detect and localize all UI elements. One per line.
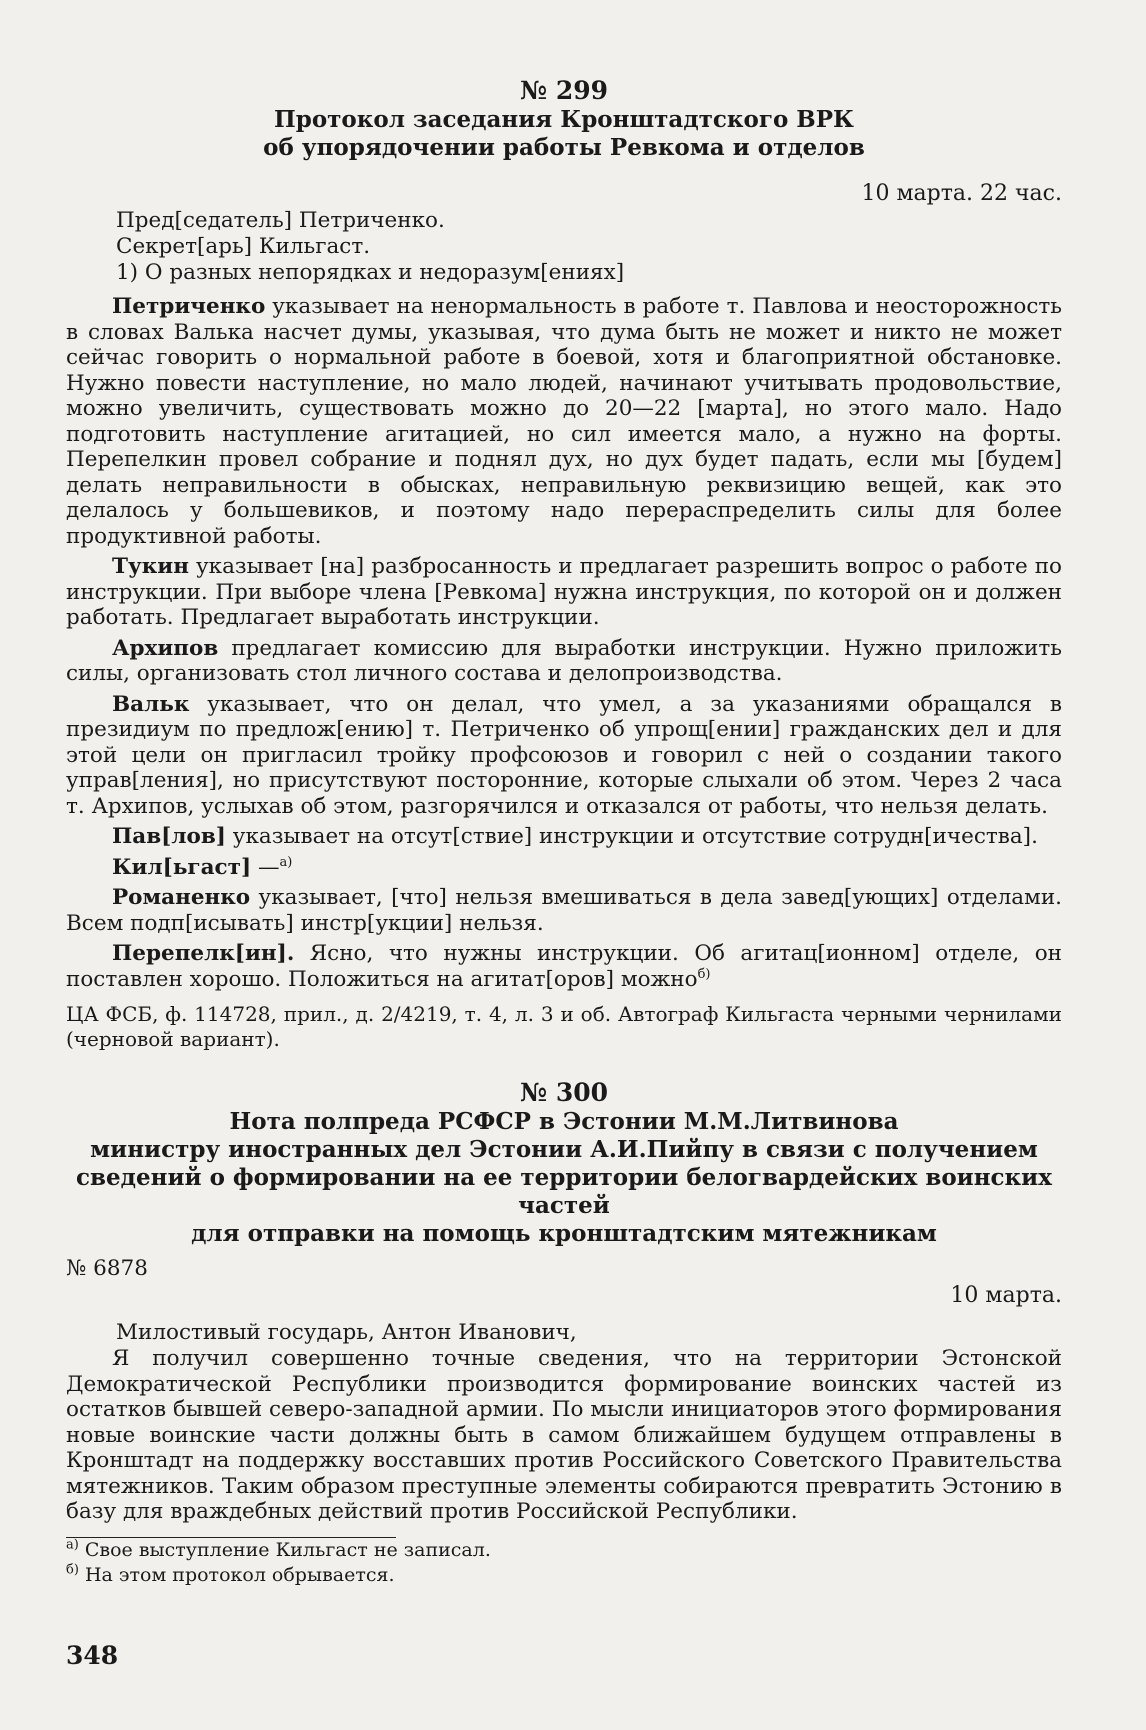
doc-300-body: Я получил совершенно точные сведения, что на территории Эстонской Демократической Республики производится формирование воинских частей из остатков бывшей северо-западной армии. По мысли инициаторов этого формирования новые воинские части должны быть в самом ближайшем будущем отправлены в Кронштадт на поддержку восставших против Российского Советского Правительства мятежников. Таким образом преступные элементы собираются превратить Эстонию в базу для враждебных действий против Российской Республики. <box>66 1346 1062 1524</box>
doc-299-paragraph <box>66 554 1062 631</box>
doc-300-title-line1: Нота полпреда РСФСР в Эстонии М.М.Литвинова <box>229 1108 899 1135</box>
speaker-name: Петриченко <box>112 294 266 319</box>
doc-299-chair: Пред[седатель] Петриченко. <box>116 208 445 233</box>
paragraph-text: предлагает комиссию для выработки инструкции. Нужно приложить силы, организовать стол личного состава и делопроизводства. <box>66 635 1062 686</box>
footnote-a <box>66 1538 1062 1563</box>
speaker-name: Тукин <box>112 554 189 579</box>
doc-299-paragraph <box>66 824 1062 850</box>
doc-299-paragraph <box>66 294 1062 549</box>
doc-299-paragraph <box>66 885 1062 936</box>
speaker-name: Кил[ьгаст] <box>112 854 252 880</box>
footnote-marker: б) <box>66 1562 79 1578</box>
doc-299-paragraph <box>66 636 1062 687</box>
doc-299-number: № 299 <box>519 76 609 105</box>
doc-300-number: № 300 <box>519 1078 609 1107</box>
doc-299-paragraph <box>66 692 1062 820</box>
doc-299-date: 10 марта. 22 час. <box>861 181 1062 206</box>
doc-299-agenda-item: 1) О разных непорядках и недоразум[ениях] <box>116 260 625 285</box>
speaker-name: Романенко <box>112 885 251 910</box>
speaker-name: Пав[лов] <box>112 824 226 849</box>
doc-300-title-line2: министру иностранных дел Эстонии А.И.Пийпу в связи с получением <box>90 1136 1038 1163</box>
footnote-b <box>66 1563 1062 1588</box>
speaker-name: Вальк <box>112 691 190 717</box>
paragraph-text: Ясно, что нужны инструкции. Об агитац[ионном] отделе, он поставлен хорошо. Положиться на агитат[оров] можно <box>66 941 1062 992</box>
speaker-name: Архипов <box>112 635 219 661</box>
doc-300-title-line4: для отправки на помощь кронштадтским мятежникам <box>191 1220 937 1247</box>
paragraph-text: — <box>251 854 280 880</box>
paragraph-text: указывает, что он делал, что умел, а за указаниями обращался в президиум по предлож[ению] т. Петриченко об упрощ[ении] гражданских дел и для этой цели он пригласил тройку профсоюзов и говорил с ней о создании такого управ[ления], но присутствуют посторонние, которые слыхали об этом. Через 2 часа т. Архипов, услыхав об этом, разгорячился и отказался от работы, что нельзя делать. <box>66 691 1062 819</box>
footnote-text: Свое выступление Кильгаст не записал. <box>78 1538 491 1561</box>
paragraph-text: указывает [на] разбросанность и предлагает разрешить вопрос о работе по инструкции. При выборе члена [Ревкома] нужна инструкция, по которой он и должен работать. Предлагает выработать инструкции. <box>66 554 1062 630</box>
footnote-marker: а) <box>66 1537 79 1553</box>
footnote-marker: а) <box>279 854 293 870</box>
paragraph-text: указывает, [что] нельзя вмешиваться в дела завед[ующих] отделами. Всем подп[исывать] инстр[укции] нельзя. <box>66 885 1062 936</box>
doc-299-title-line1: Протокол заседания Кронштадтского ВРК <box>274 106 854 133</box>
page-number: 348 <box>66 1641 119 1670</box>
doc-299-title-line2: об упорядочении работы Ревкома и отделов <box>263 134 865 161</box>
doc-300-date: 10 марта. <box>950 1283 1062 1308</box>
footnote-text: На этом протокол обрывается. <box>78 1563 395 1586</box>
doc-299-paragraph <box>66 941 1062 992</box>
doc-300-salutation: Милостивый государь, Антон Иванович, <box>116 1320 577 1345</box>
doc-300-ref-number: № 6878 <box>66 1256 148 1281</box>
paragraph-text: указывает на отсут[ствие] инструкции и отсутствие сотрудн[ичества]. <box>225 824 1038 849</box>
speaker-name: Перепелк[ин]. <box>112 941 295 966</box>
doc-299-paragraph <box>66 855 1062 881</box>
footnote-marker: б) <box>697 966 711 982</box>
doc-299-secretary: Секрет[арь] Кильгаст. <box>116 234 371 259</box>
document-page <box>66 76 1062 1716</box>
doc-300-title-line3: сведений о формировании на ее территории белогвардейских воинских частей <box>76 1164 1052 1219</box>
paragraph-text: указывает на ненормальность в работе т. Павлова и неосторожность в словах Валька насчет думы, указывая, что дума быть не может и никто не может сейчас говорить о нормальной работе в боевой, хотя и благоприятной обстановке. Нужно повести наступление, но мало людей, начинают учитывать продовольствие, можно увеличить, существовать можно до 20—22 [марта], но этого мало. Надо подготовить наступление агитацией, но сил имеется мало, а нужно на форты. Перепелкин провел собрание и поднял дух, но дух будет падать, если мы [будем] делать неправильности в обысках, неправильную реквизицию вещей, как это делалось у большевиков, и поэтому надо перераспределить силы для более продуктивной работы. <box>66 294 1062 549</box>
doc-299-source: ЦА ФСБ, ф. 114728, прил., д. 2/4219, т. 4, л. 3 и об. Автограф Кильгаста черными чернилами (черновой вариант). <box>66 1002 1062 1051</box>
